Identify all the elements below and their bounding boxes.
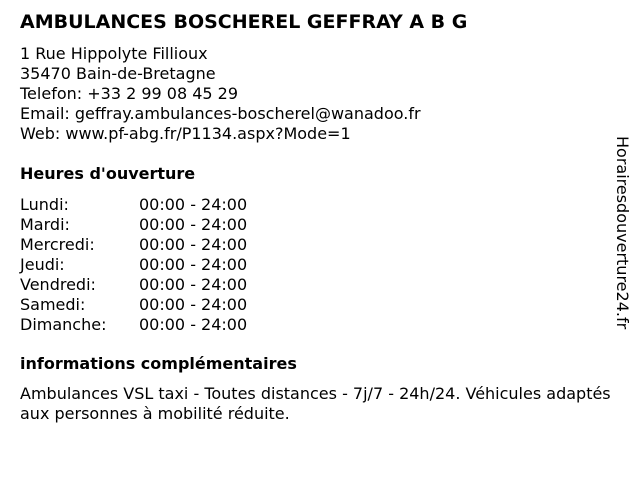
time-range: 00:00 - 24:00	[139, 315, 248, 334]
day-label: Mardi:	[20, 215, 70, 234]
opening-hours-heading: Heures d'ouverture	[20, 164, 196, 183]
time-range: 00:00 - 24:00	[139, 295, 248, 314]
site-brand-vertical: Horairesdouverture24.fr	[613, 136, 632, 330]
phone-number: Telefon: +33 2 99 08 45 29	[20, 84, 239, 103]
day-label: Samedi:	[20, 295, 86, 314]
day-label: Jeudi:	[20, 255, 65, 274]
website-link: Web: www.pf-abg.fr/P1134.aspx?Mode=1	[20, 124, 351, 143]
time-range: 00:00 - 24:00	[139, 195, 248, 214]
city-postal: 35470 Bain-de-Bretagne	[20, 64, 216, 83]
day-label: Mercredi:	[20, 235, 95, 254]
day-label: Lundi:	[20, 195, 69, 214]
time-range: 00:00 - 24:00	[139, 235, 248, 254]
contact-block	[20, 44, 421, 144]
business-title: AMBULANCES BOSCHEREL GEFFRAY A B G	[20, 11, 468, 33]
time-range: 00:00 - 24:00	[139, 275, 248, 294]
day-label: Vendredi:	[20, 275, 96, 294]
time-range: 00:00 - 24:00	[139, 255, 248, 274]
email-address: Email: geffray.ambulances-boscherel@wanadoo.fr	[20, 104, 421, 123]
street-address: 1 Rue Hippolyte Fillioux	[20, 44, 208, 63]
time-range: 00:00 - 24:00	[139, 215, 248, 234]
day-label: Dimanche:	[20, 315, 107, 334]
additional-info-text: Ambulances VSL taxi - Toutes distances - 7j/7 - 24h/24. Véhicules adaptés aux personnes à mobilité réduite.	[20, 384, 611, 423]
additional-info-heading: informations complémentaires	[20, 354, 297, 373]
